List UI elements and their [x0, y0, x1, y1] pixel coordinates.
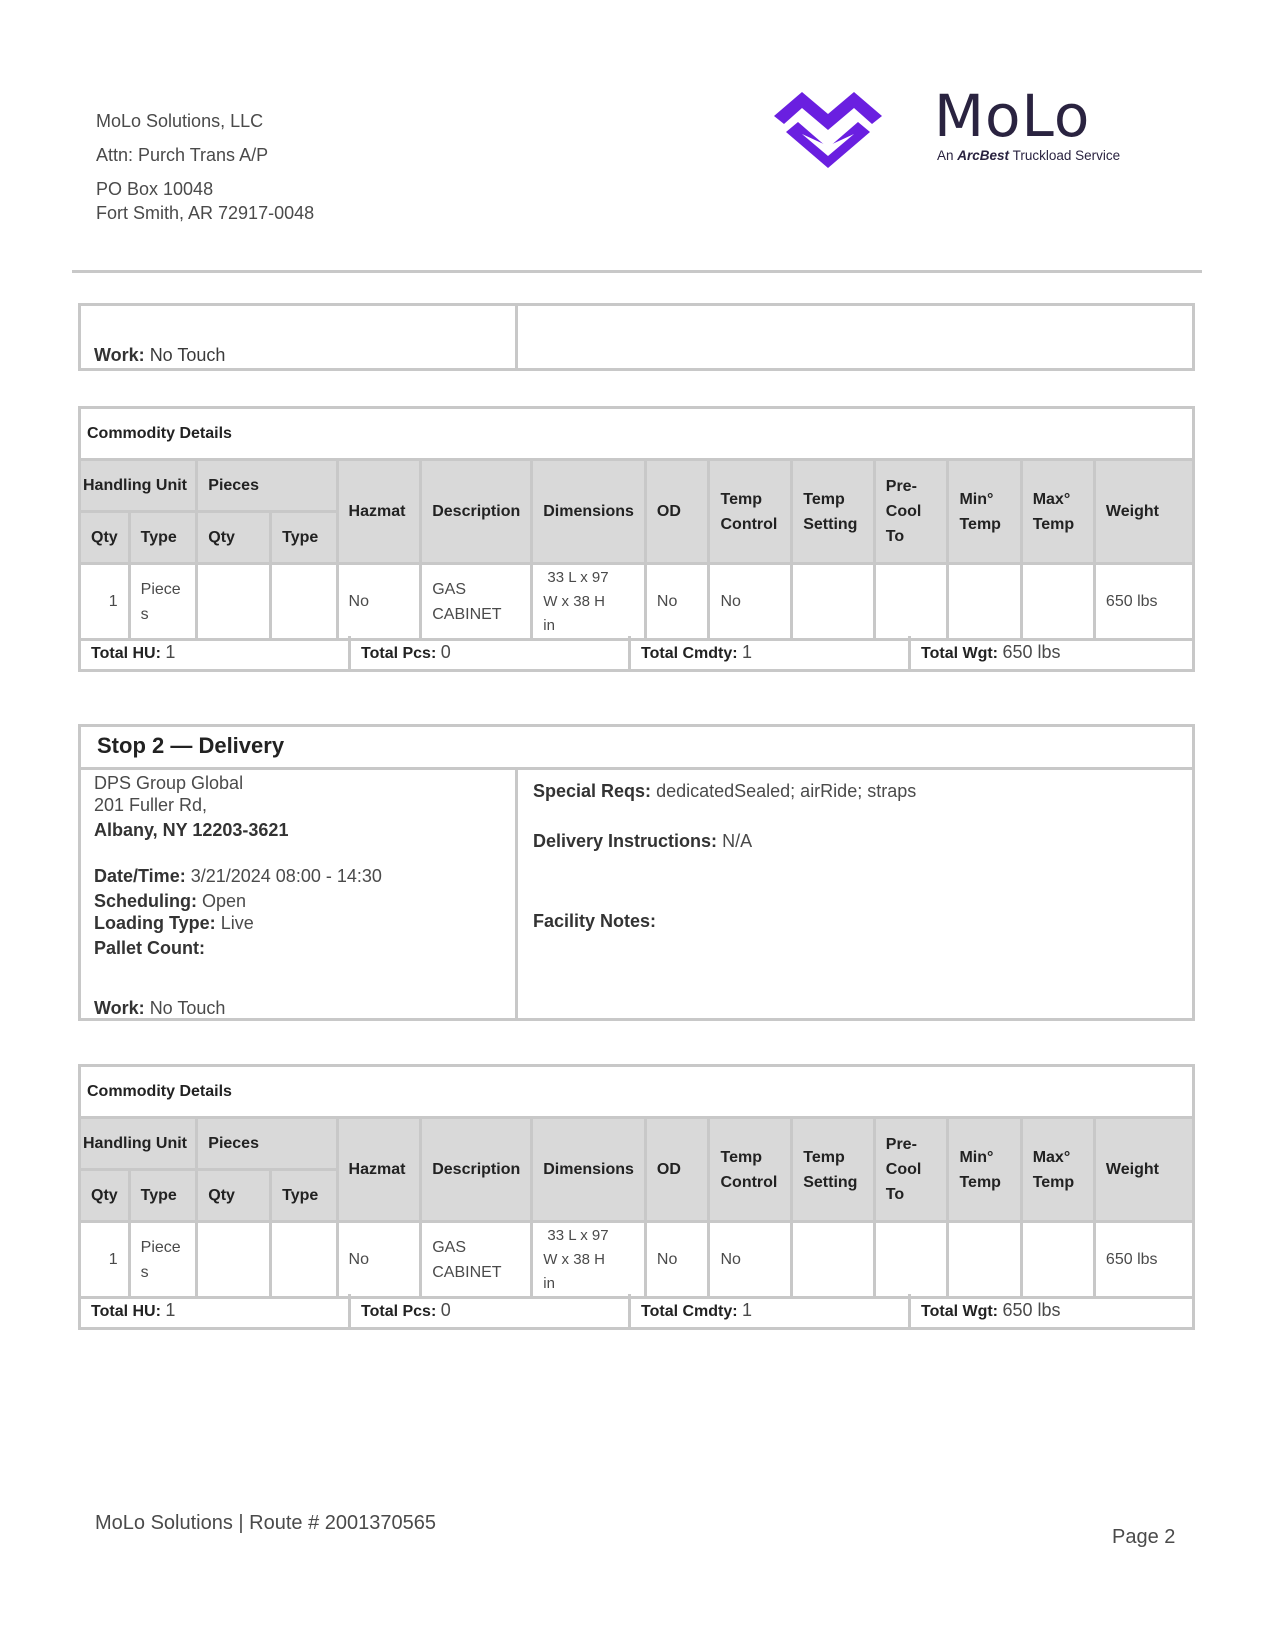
col-hu-type: Type: [129, 1170, 197, 1222]
stop2-special-reqs: Special Reqs: dedicatedSealed; airRide; straps: [533, 781, 917, 801]
col-weight: Weight: [1094, 1118, 1193, 1222]
col-hazmat: Hazmat: [337, 460, 421, 564]
logo-brand-name: MoLo: [934, 82, 1091, 150]
cell-precool: [874, 564, 948, 640]
stop2-city: Albany, NY 12203-3621: [94, 820, 289, 840]
cell-hazmat: No: [337, 564, 421, 640]
col-dimensions: Dimensions: [532, 460, 646, 564]
cell-temp-control: No: [709, 564, 792, 640]
logo-tagline-pre: An: [937, 148, 954, 163]
cell-hu-type: Piece s: [129, 564, 197, 640]
col-min-temp: Min° Temp: [948, 1118, 1021, 1222]
logo-tagline: [937, 148, 1120, 163]
col-description: Description: [421, 460, 532, 564]
cell-od: No: [645, 564, 709, 640]
cell-dimensions: 33 L x 97 W x 38 H in: [532, 564, 646, 640]
table-row: [80, 1222, 1194, 1298]
col-handling-unit: Handling Unit: [80, 1118, 197, 1170]
logo-tagline-brand: ArcBest: [957, 148, 1010, 163]
cell-pcs-qty: [197, 564, 271, 640]
page-number: Page 2: [1112, 1526, 1176, 1548]
stop2-header: [81, 727, 1192, 770]
commodity-table-1: [78, 406, 1195, 641]
cell-hu-type: Piece s: [129, 1222, 197, 1298]
total-hu: Total HU: 1: [81, 1294, 351, 1327]
cell-min-temp: [948, 564, 1021, 640]
cell-temp-control: No: [709, 1222, 792, 1298]
stop1-work-box: [78, 303, 1195, 371]
footer-route: MoLo Solutions | Route # 2001370565: [95, 1512, 437, 1534]
sender-po-box: PO Box 10048: [96, 179, 214, 199]
col-hazmat: Hazmat: [337, 1118, 421, 1222]
cell-pcs-type: [271, 564, 337, 640]
sender-attn: Attn: Purch Trans A/P: [96, 145, 269, 165]
col-weight: Weight: [1094, 460, 1193, 564]
cell-pcs-type: [271, 1222, 337, 1298]
total-cmdty: Total Cmdty: 1: [631, 636, 911, 669]
sender-city: Fort Smith, AR 72917-0048: [96, 203, 315, 223]
col-description: Description: [421, 1118, 532, 1222]
col-pieces: Pieces: [197, 460, 337, 512]
cell-temp-setting: [792, 564, 875, 640]
col-precool: Pre- Cool To: [874, 1118, 948, 1222]
commodity-totals-1: [78, 636, 1195, 672]
col-temp-setting: Temp Setting: [792, 460, 875, 564]
stop2-facility-notes: Facility Notes:: [533, 911, 657, 931]
cell-description: GAS CABINET: [421, 1222, 532, 1298]
stop2-company: DPS Group Global: [94, 773, 244, 793]
total-wgt: Total Wgt: 650 lbs: [921, 642, 1061, 662]
col-od: OD: [645, 1118, 709, 1222]
col-hu-qty: Qty: [80, 1170, 130, 1222]
commodity-table-2: [78, 1064, 1195, 1299]
cell-min-temp: [948, 1222, 1021, 1298]
col-min-temp: Min° Temp: [948, 460, 1021, 564]
col-handling-unit: Handling Unit: [80, 460, 197, 512]
col-max-temp: Max° Temp: [1021, 1118, 1094, 1222]
col-temp-setting: Temp Setting: [792, 1118, 875, 1222]
col-pieces: Pieces: [197, 1118, 337, 1170]
stop2-delivery-instructions: Delivery Instructions: N/A: [533, 831, 753, 851]
total-pcs: Total Pcs: 0: [351, 1294, 631, 1327]
stop2-work: Work: No Touch: [94, 998, 226, 1018]
logo-tagline-post: Truckload Service: [1012, 148, 1121, 163]
col-pcs-type: Type: [271, 1170, 337, 1222]
stop2-datetime: Date/Time: 3/21/2024 08:00 - 14:30: [94, 866, 382, 886]
cell-pcs-qty: [197, 1222, 271, 1298]
commodity-totals-2: [78, 1294, 1195, 1330]
molo-mark-icon: [766, 82, 916, 182]
stop2-box: [78, 724, 1195, 1021]
stop2-loading-type: Loading Type: Live: [94, 913, 254, 933]
cell-hu-qty: 1: [80, 1222, 130, 1298]
cell-hazmat: No: [337, 1222, 421, 1298]
table-row: [80, 564, 1194, 640]
cell-weight: 650 lbs: [1094, 1222, 1193, 1298]
col-pcs-type: Type: [271, 512, 337, 564]
total-wgt: Total Wgt: 650 lbs: [921, 1300, 1061, 1320]
col-dimensions: Dimensions: [532, 1118, 646, 1222]
stop2-scheduling: Scheduling: Open: [94, 891, 247, 911]
cell-description: GAS CABINET: [421, 564, 532, 640]
molo-logo: [776, 82, 1156, 182]
stop2-pallet-count: Pallet Count:: [94, 938, 205, 958]
cell-od: No: [645, 1222, 709, 1298]
col-pcs-qty: Qty: [197, 1170, 271, 1222]
col-hu-type: Type: [129, 512, 197, 564]
cell-hu-qty: 1: [80, 564, 130, 640]
col-temp-control: Temp Control: [709, 1118, 792, 1222]
work-label: Work:: [94, 345, 145, 365]
work-value: No Touch: [149, 345, 226, 365]
sender-company: MoLo Solutions, LLC: [96, 111, 264, 131]
cell-temp-setting: [792, 1222, 875, 1298]
stop2-street: 201 Fuller Rd,: [94, 795, 208, 815]
col-temp-control: Temp Control: [709, 460, 792, 564]
stop2-title: Stop 2 — Delivery: [97, 733, 285, 758]
header-divider: [72, 270, 1202, 273]
total-cmdty: Total Cmdty: 1: [631, 1294, 911, 1327]
sender-address: [96, 104, 314, 226]
column-divider: [515, 306, 518, 368]
stop1-work: [94, 345, 225, 366]
cell-weight: 650 lbs: [1094, 564, 1193, 640]
col-precool: Pre- Cool To: [874, 460, 948, 564]
cell-precool: [874, 1222, 948, 1298]
cell-max-temp: [1021, 1222, 1094, 1298]
col-pcs-qty: Qty: [197, 512, 271, 564]
cell-dimensions: 33 L x 97 W x 38 H in: [532, 1222, 646, 1298]
total-hu: Total HU: 1: [81, 636, 351, 669]
col-max-temp: Max° Temp: [1021, 460, 1094, 564]
column-divider: [515, 770, 518, 1018]
commodity-title: Commodity Details: [80, 408, 1194, 460]
commodity-title: Commodity Details: [80, 1066, 1194, 1118]
col-od: OD: [645, 460, 709, 564]
cell-max-temp: [1021, 564, 1094, 640]
col-hu-qty: Qty: [80, 512, 130, 564]
total-pcs: Total Pcs: 0: [351, 636, 631, 669]
